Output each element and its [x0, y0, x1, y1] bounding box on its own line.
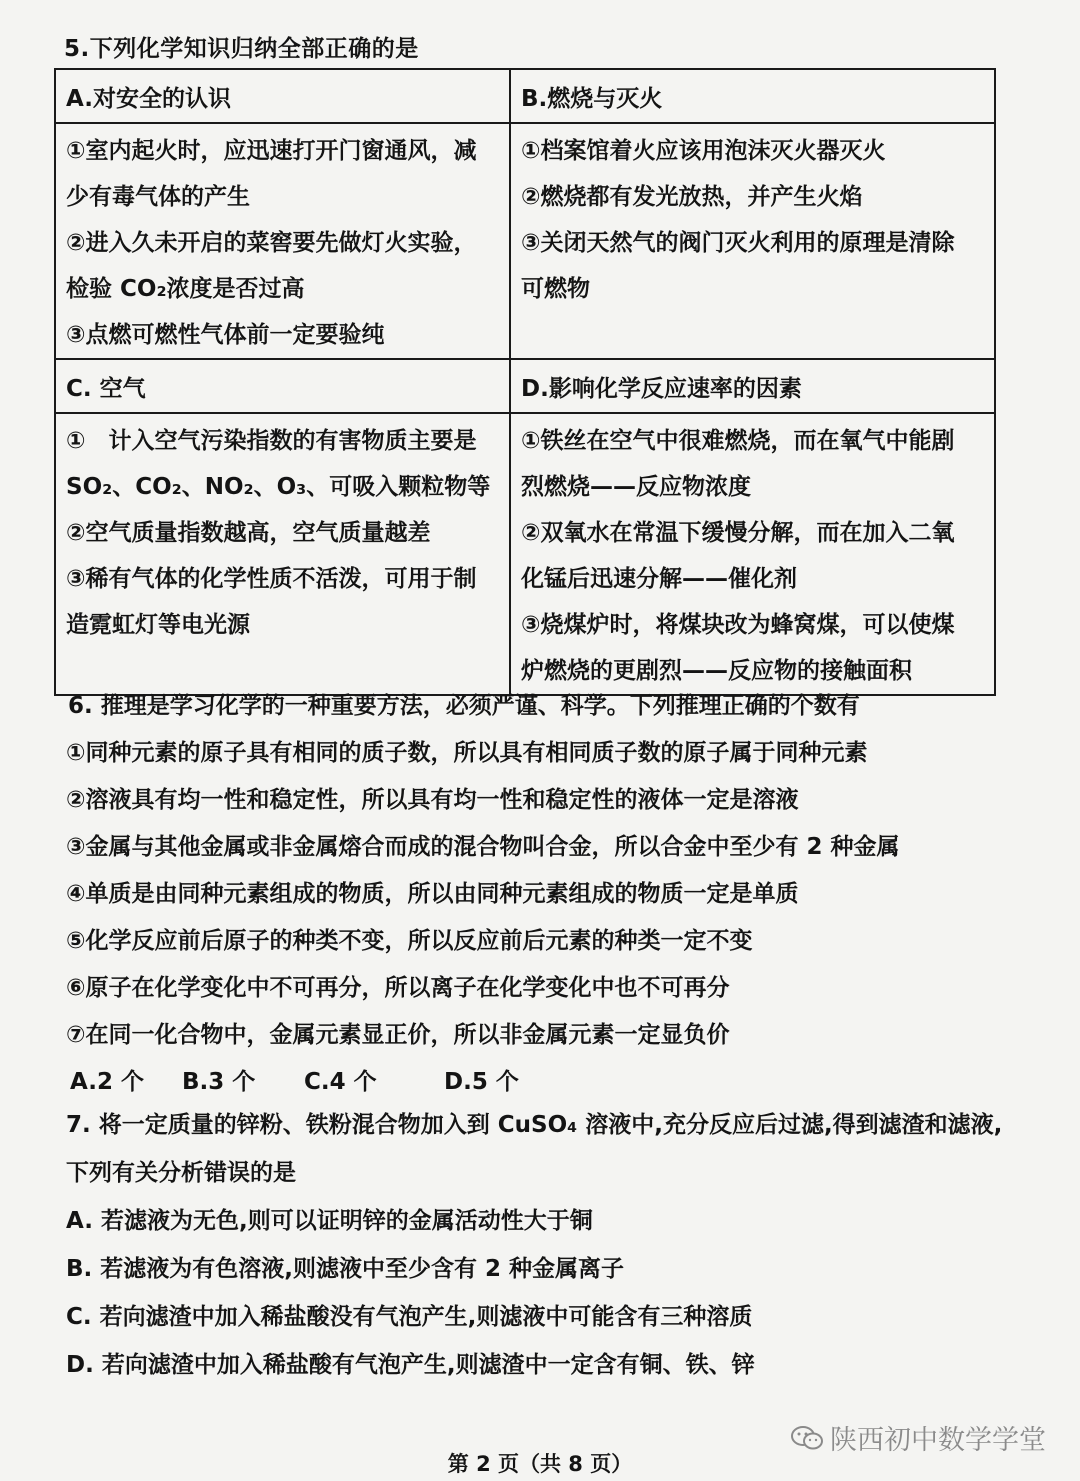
question-6-title: 6. 推理是学习化学的一种重要方法，必须严谨、科学。下列推理正确的个数有 — [68, 693, 860, 719]
cell-d-line: ③烧煤炉时，将煤块改为蜂窝煤，可以使煤 — [521, 612, 955, 638]
option-c: C.4 个 — [304, 1069, 377, 1095]
cell-c-header: C. 空气 — [55, 359, 510, 413]
cell-a-body — [55, 123, 510, 359]
page-footer: 第 2 页（共 8 页） — [447, 1452, 633, 1476]
cell-c-line: ① 计入空气污染指数的有害物质主要是 — [66, 428, 477, 454]
cell-a-line: 少有毒气体的产生 — [66, 184, 250, 210]
cell-d-header: D.影响化学反应速率的因素 — [510, 359, 995, 413]
cell-d-line: 炉燃烧的更剧烈——反应物的接触面积 — [521, 658, 912, 684]
question-5-table — [54, 68, 996, 696]
question-7-title-cont: 下列有关分析错误的是 — [66, 1160, 296, 1186]
cell-c-line: SO₂、CO₂、NO₂、O₃、可吸入颗粒物等 — [66, 474, 491, 500]
cell-a-line: ③点燃可燃性气体前一定要验纯 — [66, 322, 385, 348]
cell-c-body — [55, 413, 510, 695]
question-6-item: ②溶液具有均一性和稳定性，所以具有均一性和稳定性的液体一定是溶液 — [66, 787, 799, 813]
cell-c-line: ③稀有气体的化学性质不活泼，可用于制 — [66, 566, 477, 592]
question-5-title: 5.下列化学知识归纳全部正确的是 — [64, 36, 419, 62]
option-a: A.2 个 — [70, 1069, 144, 1095]
question-6-options — [66, 1062, 996, 1108]
cell-a-line: ①室内起火时，应迅速打开门窗通风，减 — [66, 138, 477, 164]
question-6-item: ⑤化学反应前后原子的种类不变，所以反应前后元素的种类一定不变 — [66, 928, 753, 954]
cell-b-line: ①档案馆着火应该用泡沫灭火器灭火 — [521, 138, 886, 164]
question-6-item: ③金属与其他金属或非金属熔合而成的混合物叫合金，所以合金中至少有 2 种金属 — [66, 834, 900, 860]
option-b: B.3 个 — [182, 1069, 256, 1095]
question-7-option: A. 若滤液为无色,则可以证明锌的金属活动性大于铜 — [66, 1208, 593, 1234]
cell-a-line: 检验 CO₂浓度是否过高 — [66, 276, 305, 302]
cell-a-header: A.对安全的认识 — [55, 69, 510, 123]
cell-b-line: ③关闭天然气的阀门灭火利用的原理是清除 — [521, 230, 955, 256]
wechat-icon — [790, 1425, 824, 1451]
cell-c-line: ②空气质量指数越高，空气质量越差 — [66, 520, 431, 546]
cell-b-line: 可燃物 — [521, 276, 590, 302]
question-6-item: ④单质是由同种元素组成的物质，所以由同种元素组成的物质一定是单质 — [66, 881, 799, 907]
question-7 — [66, 1104, 1006, 1392]
cell-d-line: 化锰后迅速分解——催化剂 — [521, 566, 797, 592]
cell-c-line: 造霓虹灯等电光源 — [66, 612, 250, 638]
cell-b-header: B.燃烧与灭火 — [510, 69, 995, 123]
cell-b-body — [510, 123, 995, 359]
cell-d-body — [510, 413, 995, 695]
cell-d-line: ①铁丝在空气中很难燃烧，而在氧气中能剧 — [521, 428, 955, 454]
question-6-item: ⑥原子在化学变化中不可再分，所以离子在化学变化中也不可再分 — [66, 975, 730, 1001]
watermark-text: 陕西初中数学学堂 — [830, 1425, 1046, 1456]
option-d: D.5 个 — [444, 1069, 519, 1095]
cell-d-line: ②双氧水在常温下缓慢分解，而在加入二氧 — [521, 520, 955, 546]
cell-b-line: ②燃烧都有发光放热，并产生火焰 — [521, 184, 863, 210]
cell-d-line: 烈燃烧——反应物浓度 — [521, 474, 751, 500]
question-7-option: C. 若向滤渣中加入稀盐酸没有气泡产生,则滤液中可能含有三种溶质 — [66, 1304, 753, 1330]
question-6-item: ⑦在同一化合物中，金属元素显正价，所以非金属元素一定显负价 — [66, 1022, 730, 1048]
question-7-title: 7. 将一定质量的锌粉、铁粉混合物加入到 CuSO₄ 溶液中,充分反应后过滤,得到滤渣和滤液, — [66, 1112, 1003, 1138]
question-6-item: ①同种元素的原子具有相同的质子数，所以具有相同质子数的原子属于同种元素 — [66, 740, 868, 766]
question-7-option: D. 若向滤渣中加入稀盐酸有气泡产生,则滤渣中一定含有铜、铁、锌 — [66, 1352, 755, 1378]
cell-a-line: ②进入久未开启的菜窖要先做灯火实验， — [66, 230, 477, 256]
question-6 — [66, 686, 996, 1108]
question-7-option: B. 若滤液为有色溶液,则滤液中至少含有 2 种金属离子 — [66, 1256, 625, 1282]
